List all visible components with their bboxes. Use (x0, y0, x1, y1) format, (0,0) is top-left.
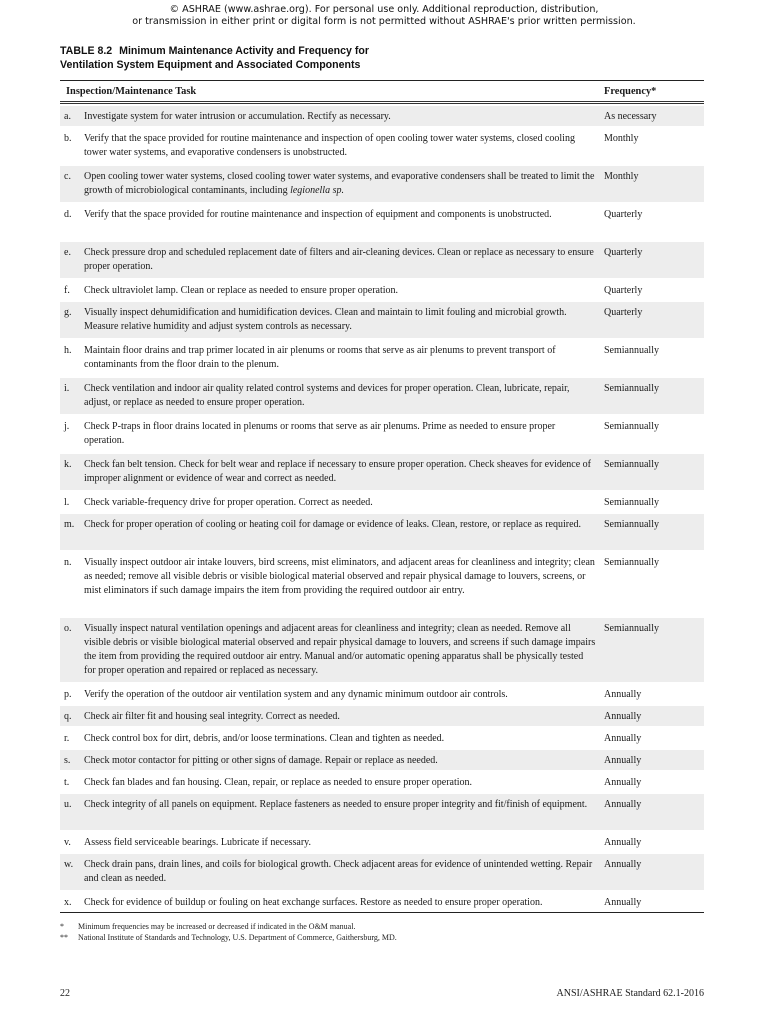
table-row (60, 748, 704, 770)
table-header (60, 81, 704, 104)
copyright-line-1: © ASHRAE (www.ashrae.org). For personal use only. Additional reproduction, distribution, (169, 4, 599, 15)
row-task-text: Verify that the space provided for routine maintenance and inspection of open cooling tower water systems, closed cooling tower water systems, and evaporative condensers is unobstructed. (84, 133, 575, 158)
row-task (84, 684, 598, 704)
standard-name: ANSI/ASHRAE Standard 62.1-2016 (556, 988, 704, 999)
row-letter: s. (64, 755, 71, 766)
column-header-frequency: Frequency* (604, 85, 657, 97)
footnote-2 (60, 932, 397, 943)
table-row (60, 240, 704, 278)
table-row (60, 550, 704, 616)
table-row (60, 376, 704, 414)
row-frequency: Annually (604, 755, 642, 766)
table-row (60, 770, 704, 792)
row-task-text: Check for proper operation of cooling or heating coil for damage or evidence of leaks. Clean, restore, or replace as required. (84, 519, 582, 530)
table-number: TABLE 8.2 (60, 45, 113, 57)
row-task (84, 832, 598, 852)
row-task-text: Assess field serviceable bearings. Lubricate if necessary. (84, 837, 312, 848)
table-row (60, 792, 704, 830)
table-row (60, 490, 704, 512)
table-row (60, 414, 704, 452)
row-frequency: Annually (604, 859, 642, 870)
row-task (84, 514, 598, 550)
row-letter: g. (64, 307, 72, 318)
row-letter: k. (64, 459, 72, 470)
row-task (84, 128, 598, 164)
row-task-text: Check motor contactor for pitting or other signs of damage. Repair or replace as needed. (84, 755, 438, 766)
row-letter: q. (64, 711, 72, 722)
row-frequency: Annually (604, 897, 642, 908)
row-task (84, 892, 598, 912)
copyright-line-2: or transmission in either print or digital form is not permitted without ASHRAE's prior written permission. (132, 16, 636, 27)
row-frequency: Semiannually (604, 497, 659, 508)
row-task (84, 552, 598, 616)
row-task (84, 106, 598, 126)
table-row (60, 202, 704, 240)
maintenance-table (60, 80, 704, 913)
table-row (60, 126, 704, 164)
column-header-task: Inspection/Maintenance Task (66, 85, 197, 97)
row-task (84, 854, 598, 890)
row-letter: u. (64, 799, 72, 810)
row-frequency: Annually (604, 837, 642, 848)
table-row (60, 512, 704, 550)
table-title-line-1: Minimum Maintenance Activity and Frequency for (119, 45, 369, 57)
row-frequency: Annually (604, 799, 642, 810)
row-letter: r. (64, 733, 70, 744)
row-frequency: Quarterly (604, 209, 643, 220)
footnote-text: National Institute of Standards and Technology, U.S. Department of Commerce, Gaithersburg, MD. (78, 933, 397, 942)
row-frequency: Semiannually (604, 519, 659, 530)
table-row (60, 726, 704, 748)
row-letter: f. (64, 285, 70, 296)
table-row (60, 704, 704, 726)
row-task (84, 492, 598, 512)
table-row (60, 300, 704, 338)
row-task (84, 750, 598, 770)
row-letter: a. (64, 111, 71, 122)
row-frequency: Semiannually (604, 623, 659, 634)
row-letter: c. (64, 171, 71, 182)
row-frequency: Annually (604, 689, 642, 700)
row-task (84, 794, 598, 830)
row-frequency: Annually (604, 711, 642, 722)
table-row (60, 338, 704, 376)
row-frequency: Quarterly (604, 285, 643, 296)
table-row (60, 830, 704, 852)
row-letter: l. (64, 497, 70, 508)
row-letter: e. (64, 247, 71, 258)
footnotes (60, 921, 397, 943)
row-frequency: Quarterly (604, 307, 643, 318)
table-title-line-2: Ventilation System Equipment and Associated Components (60, 59, 361, 71)
table-row (60, 682, 704, 704)
table-body (60, 104, 704, 912)
footnote-text: Minimum frequencies may be increased or decreased if indicated in the O&M manual. (78, 922, 356, 931)
row-frequency: Monthly (604, 133, 639, 144)
row-task (84, 454, 598, 490)
footnote-1 (60, 921, 397, 932)
row-letter: w. (64, 859, 74, 870)
row-task-text: Check fan blades and fan housing. Clean, repair, or replace as needed to ensure proper operation. (84, 777, 473, 788)
row-task-text: Open cooling tower water systems, closed cooling tower water systems, and evaporative condensers shall be treated to limit the growth of microbiological contaminants, including (84, 171, 595, 196)
row-letter: o. (64, 623, 72, 634)
row-task (84, 204, 598, 240)
row-frequency: Monthly (604, 171, 639, 182)
row-frequency: Annually (604, 733, 642, 744)
row-task-text: Check drain pans, drain lines, and coils for biological growth. Check adjacent areas for evidence of unintended wetting. Repair and clean as needed. (84, 859, 593, 884)
row-frequency: Annually (604, 777, 642, 788)
row-task-text: Check P-traps in floor drains located in plenums or rooms that serve as air plenums. Prime as needed to ensure proper operation. (84, 421, 556, 446)
table-row (60, 278, 704, 300)
row-task (84, 728, 598, 748)
row-task (84, 340, 598, 376)
table-row (60, 452, 704, 490)
table-row (60, 852, 704, 890)
row-letter: t. (64, 777, 70, 788)
row-task (84, 242, 598, 278)
row-frequency: Semiannually (604, 557, 659, 568)
footnote-mark: ** (60, 933, 68, 942)
row-task-text: Verify the operation of the outdoor air ventilation system and any dynamic minimum outdoor air controls. (84, 689, 508, 700)
row-task-italic: legionella sp. (290, 185, 344, 196)
row-letter: x. (64, 897, 72, 908)
table-row (60, 164, 704, 202)
row-task (84, 378, 598, 414)
row-frequency: Semiannually (604, 421, 659, 432)
table-row (60, 890, 704, 912)
row-task-text: Maintain floor drains and trap primer located in air plenums or rooms that serve as air plenums to prevent transport of contaminants from the floor drain to the plenum. (84, 345, 556, 370)
row-frequency: Semiannually (604, 383, 659, 394)
footnote-mark: * (60, 922, 64, 931)
row-task (84, 302, 598, 338)
row-task-text: Visually inspect outdoor air intake louvers, bird screens, mist eliminators, and adjacent areas for cleanliness and integrity; clean as needed; remove all visible debris or visible biological material observed and repair physical damage to louvers, screens, or mist eliminators if such damage impairs the item from providing the required outdoor air entry. (84, 557, 595, 596)
row-letter: p. (64, 689, 72, 700)
table-title (60, 44, 369, 72)
row-task-text: Check for evidence of buildup or fouling on heat exchange surfaces. Restore as needed to ensure proper operation. (84, 897, 543, 908)
row-task-text: Check pressure drop and scheduled replacement date of filters and air-cleaning devices. Clean or replace as necessary to ensure proper operation. (84, 247, 594, 272)
row-task-text: Check air filter fit and housing seal integrity. Correct as needed. (84, 711, 340, 722)
page-number: 22 (60, 988, 70, 999)
row-task-text: Visually inspect natural ventilation openings and adjacent areas for cleanliness and integrity; clean as needed. Remove all visible debris or visible biological material observed and repair physical damage to louvers, and screens if such damage impairs the item from providing the required outdoor air entry. Manual and/or automatic opening apparatus shall be physically tested for proper operation and repaired or replaced as necessary. (84, 623, 596, 676)
row-letter: n. (64, 557, 72, 568)
row-task-text: Investigate system for water intrusion or accumulation. Rectify as necessary. (84, 111, 391, 122)
copyright-notice (0, 4, 768, 28)
row-frequency: Quarterly (604, 247, 643, 258)
row-task (84, 706, 598, 726)
row-task (84, 772, 598, 792)
row-task-text: Verify that the space provided for routine maintenance and inspection of equipment and components is unobstructed. (84, 209, 552, 220)
row-letter: d. (64, 209, 72, 220)
table-row (60, 616, 704, 682)
row-frequency: Semiannually (604, 459, 659, 470)
row-letter: b. (64, 133, 72, 144)
row-letter: j. (64, 421, 70, 432)
row-letter: v. (64, 837, 71, 848)
row-task (84, 416, 598, 452)
row-task-text: Check ventilation and indoor air quality related control systems and devices for proper operation. Clean, lubricate, repair, adjust, or replace as needed to ensure proper operation. (84, 383, 570, 408)
row-letter: h. (64, 345, 72, 356)
row-frequency: As necessary (604, 111, 657, 122)
row-task-text: Check integrity of all panels on equipment. Replace fasteners as needed to ensure proper integrity and fit/finish of equipment. (84, 799, 588, 810)
row-letter: m. (64, 519, 75, 530)
row-task (84, 618, 598, 682)
row-task (84, 166, 598, 202)
row-task-text: Check control box for dirt, debris, and/or loose terminations. Clean and tighten as needed. (84, 733, 445, 744)
row-task-text: Check ultraviolet lamp. Clean or replace as needed to ensure proper operation. (84, 285, 399, 296)
table-row (60, 104, 704, 126)
row-task-text: Visually inspect dehumidification and humidification devices. Clean and maintain to limit fouling and microbial growth. Measure relative humidity and adjust system controls as necessary. (84, 307, 567, 332)
row-task-text: Check variable-frequency drive for proper operation. Correct as needed. (84, 497, 373, 508)
row-task-text: Check fan belt tension. Check for belt wear and replace if necessary to ensure proper operation. Check sheaves for evidence of improper alignment or evidence of wear and correct as needed. (84, 459, 592, 484)
row-frequency: Semiannually (604, 345, 659, 356)
row-task (84, 280, 598, 300)
row-letter: i. (64, 383, 70, 394)
